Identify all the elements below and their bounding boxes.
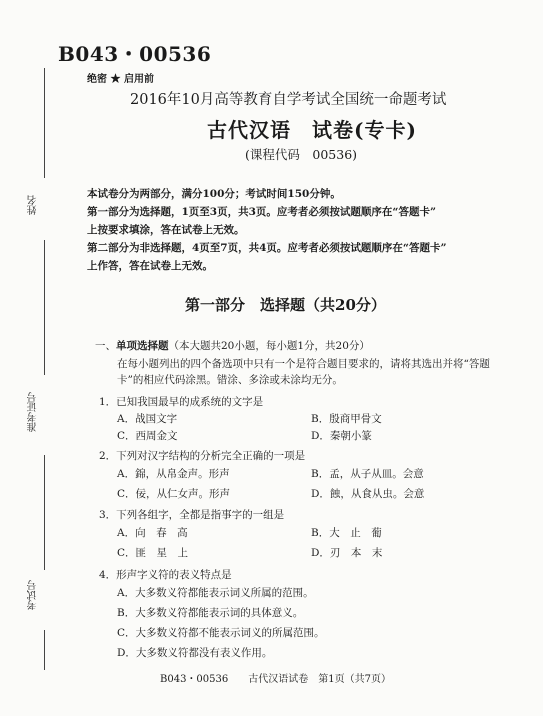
section-number: 一、 <box>95 340 116 352</box>
binding-line <box>44 455 45 570</box>
question-stem: 3．下列各组字，全都是指事字的一组是 <box>99 509 285 521</box>
binding-line <box>44 68 45 178</box>
option-a: A．大多数义符都能表示词义所属的范围。 <box>117 587 314 599</box>
option-a: A．战国文字 <box>117 413 178 425</box>
binding-line <box>44 240 45 375</box>
ticket-number-label: 准考证号 <box>28 392 39 432</box>
question-stem: 2．下列对汉字结构的分析完全正确的一项是 <box>99 450 306 462</box>
option-b: B．殷商甲骨文 <box>311 413 382 425</box>
option-a: A．向 春 高 <box>117 527 188 539</box>
option-a: A．錦，从帛金声。形声 <box>117 468 230 480</box>
option-d: D．大多数义符都没有表义作用。 <box>117 647 273 659</box>
option-d: D．刃 本 末 <box>311 547 383 559</box>
option-b: B．孟，从子从皿。会意 <box>311 468 424 480</box>
option-d: D．蝕，从食从虫。会意 <box>311 488 425 500</box>
option-c: C．佞，从仁女声。形声 <box>117 488 231 500</box>
binding-line <box>44 630 45 670</box>
exam-room-label: 考试号 <box>28 580 39 610</box>
section-heading <box>95 338 370 353</box>
question-stem: 4．形声字义符的表义特点是 <box>99 569 232 581</box>
page-footer: B043・00536 古代汉语试卷 第1页（共7页） <box>160 674 391 685</box>
part-title: 第一部分 选择题（共20分） <box>185 296 386 314</box>
option-b: B．大 止 葡 <box>311 527 382 539</box>
section-description: （本大题共20小题，每小题1分，共20分） <box>168 340 370 352</box>
section-note: 在每小题列出的四个备选项中只有一个是符合题目要求的，请将其选出并将“答题 <box>117 358 490 370</box>
question-stem: 1．已知我国最早的成系统的文字是 <box>99 396 264 408</box>
paper-code: B043・00536 <box>58 42 212 66</box>
option-b: B．大多数义符都能表示词的具体意义。 <box>117 607 304 619</box>
option-d: D．秦朝小篆 <box>311 430 372 442</box>
instruction-line: 上作答，答在试卷上无效。 <box>87 260 213 272</box>
instruction-line: 上按要求填涂，答在试卷上无效。 <box>87 224 245 236</box>
instruction-line: 第一部分为选择题，1页至3页，共3页。应考者必须按试题顺序在“答题卡” <box>87 206 436 218</box>
paper-title: 古代汉语 试卷(专卡) <box>207 118 417 142</box>
instruction-line: 本试卷分为两部分，满分100分；考试时间150分钟。 <box>87 188 341 200</box>
section-note: 卡”的相应代码涂黑。错涂、多涂或未涂均无分。 <box>117 374 343 386</box>
option-c: C．大多数义符都不能表示词义的所属范围。 <box>117 627 325 639</box>
confidential-mark: 绝密 ★ 启用前 <box>87 74 154 85</box>
option-c: C．匪 星 上 <box>117 547 189 559</box>
instruction-line: 第二部分为非选择题，4页至7页，共4页。应考者必须按试题顺序在“答题卡” <box>87 242 447 254</box>
option-c: C．西周金文 <box>117 430 178 442</box>
course-code: (课程代码 00536) <box>245 147 358 162</box>
name-label: 姓名 <box>28 195 39 215</box>
exam-name: 2016年10月高等教育自学考试全国统一命题考试 <box>130 92 447 108</box>
section-title: 单项选择题 <box>116 340 169 352</box>
